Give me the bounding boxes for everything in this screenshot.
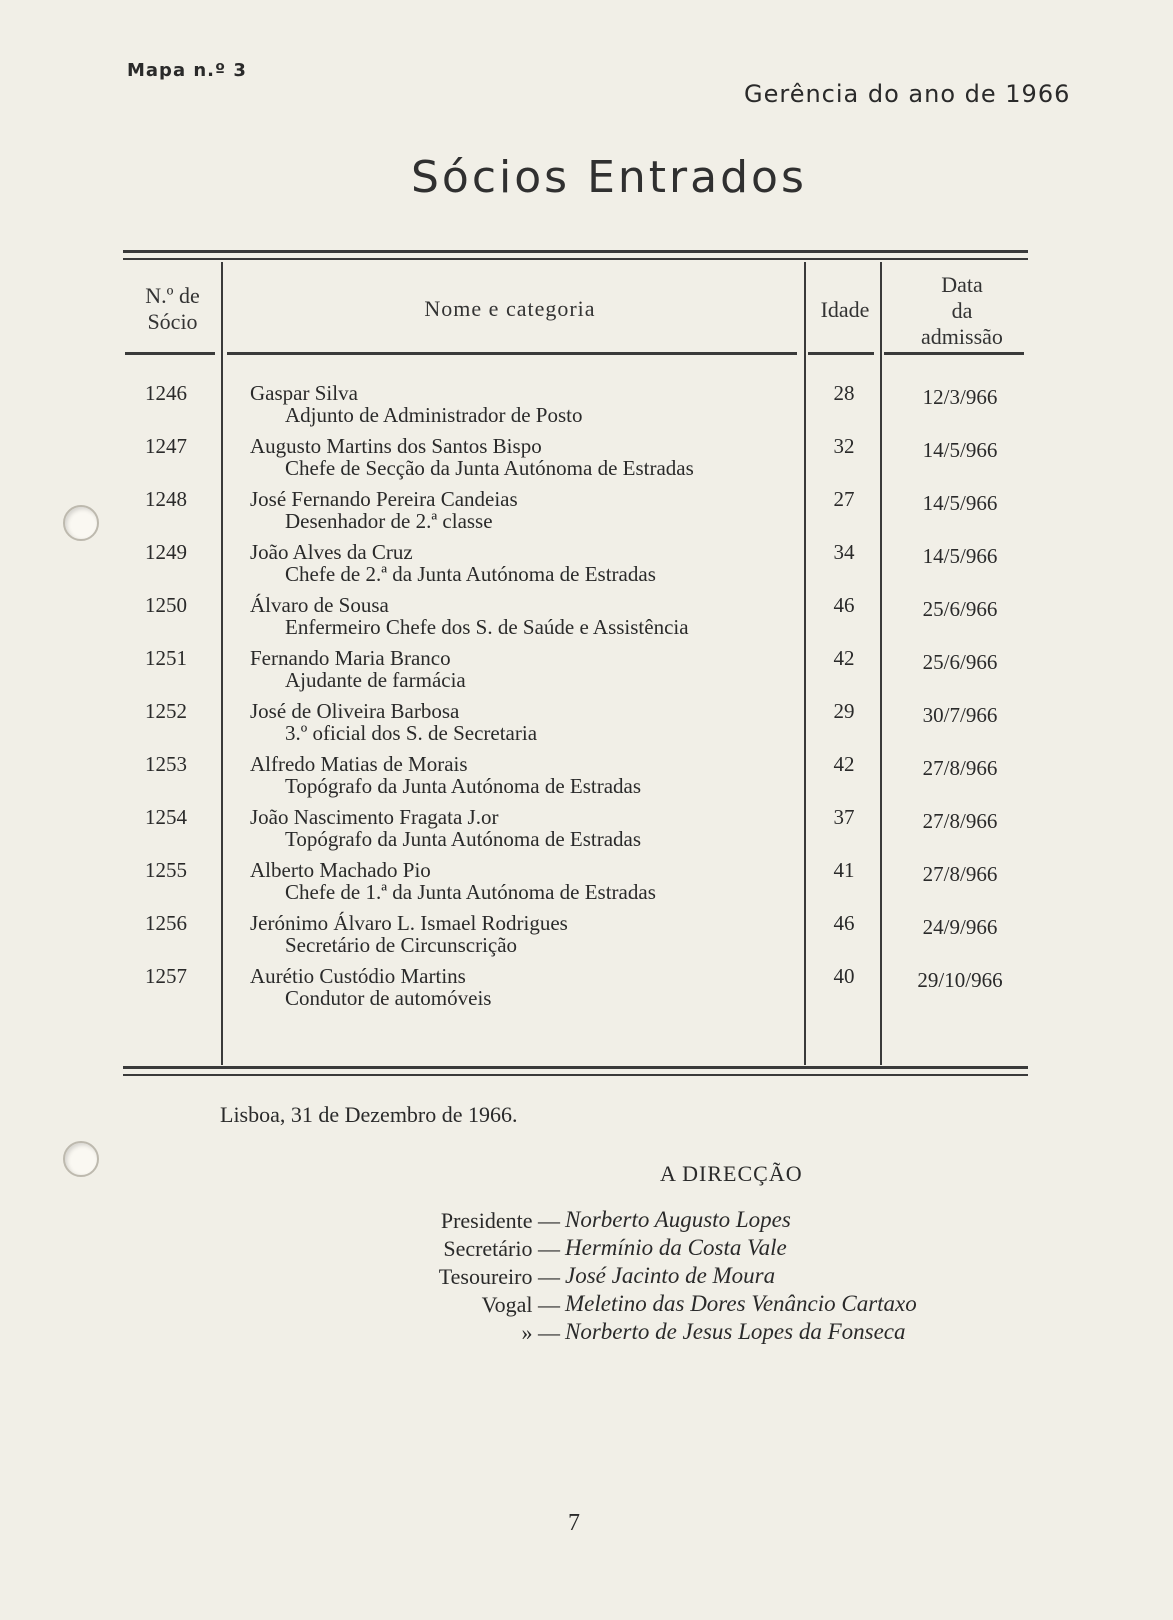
table-top-rule <box>123 250 1028 260</box>
row-data: 12/3/966 <box>922 385 998 409</box>
row-nome: José de Oliveira Barbosa <box>250 699 460 723</box>
column-header-numero: N.º de Sócio <box>145 283 200 334</box>
row-categoria: Topógrafo da Junta Autónoma de Estradas <box>285 827 642 851</box>
row-categoria: 3.º oficial dos S. de Secretaria <box>285 721 538 745</box>
member-role: Vogal — <box>481 1292 560 1317</box>
row-idade: 41 <box>833 858 855 882</box>
row-categoria: Chefe de Secção da Junta Autónoma de Estradas <box>285 456 694 480</box>
column-divider-3 <box>880 262 882 1065</box>
row-nome: Fernando Maria Branco <box>250 646 451 670</box>
row-idade: 46 <box>833 911 855 935</box>
row-numero: 1247 <box>145 434 187 458</box>
row-numero: 1257 <box>145 964 187 988</box>
place-date: Lisboa, 31 de Dezembro de 1966. <box>220 1102 518 1127</box>
column-header-nome: Nome e categoria <box>424 296 596 321</box>
member-role: Secretário — <box>443 1236 560 1261</box>
row-idade: 28 <box>833 381 855 405</box>
map-label: Mapa n.º 3 <box>127 60 247 81</box>
row-data: 25/6/966 <box>922 650 998 674</box>
row-idade: 40 <box>833 964 855 988</box>
row-idade: 29 <box>833 699 855 723</box>
header-rule-idade <box>808 352 874 355</box>
row-categoria: Adjunto de Administrador de Posto <box>285 403 583 427</box>
row-categoria: Chefe de 1.ª da Junta Autónoma de Estradas <box>285 880 656 904</box>
binder-hole-bottom <box>63 1141 99 1177</box>
member-name: Hermínio da Costa Vale <box>565 1235 787 1260</box>
row-idade: 42 <box>833 646 855 670</box>
row-numero: 1252 <box>145 699 187 723</box>
header-rule-data <box>884 352 1024 355</box>
row-data: 14/5/966 <box>922 491 998 515</box>
member-name: Meletino das Dores Venâncio Cartaxo <box>565 1291 917 1316</box>
row-data: 14/5/966 <box>922 438 998 462</box>
column-header-data: Data da admissão <box>921 272 1003 349</box>
row-nome: Augusto Martins dos Santos Bispo <box>250 434 542 458</box>
row-nome: José Fernando Pereira Candeias <box>250 487 518 511</box>
row-categoria: Condutor de automóveis <box>285 986 492 1010</box>
management-year: Gerência do ano de 1966 <box>744 80 1071 108</box>
member-role: » — <box>521 1320 560 1345</box>
row-nome: Alberto Machado Pio <box>250 858 431 882</box>
row-nome: Aurétio Custódio Martins <box>250 964 466 988</box>
column-header-idade: Idade <box>820 297 870 322</box>
row-nome: João Alves da Cruz <box>250 540 413 564</box>
member-role: Tesoureiro — <box>438 1264 560 1289</box>
row-data: 27/8/966 <box>922 756 998 780</box>
row-nome: João Nascimento Fragata J.or <box>250 805 499 829</box>
binder-hole-top <box>63 505 99 541</box>
row-numero: 1251 <box>145 646 187 670</box>
row-numero: 1248 <box>145 487 187 511</box>
row-numero: 1246 <box>145 381 187 405</box>
member-name: Norberto de Jesus Lopes da Fonseca <box>565 1319 906 1344</box>
row-numero: 1253 <box>145 752 187 776</box>
row-numero: 1255 <box>145 858 187 882</box>
row-data: 27/8/966 <box>922 862 998 886</box>
row-numero: 1256 <box>145 911 187 935</box>
page-number: 7 <box>568 1510 580 1536</box>
column-divider-2 <box>804 262 806 1065</box>
row-categoria: Enfermeiro Chefe dos S. de Saúde e Assistência <box>285 615 689 639</box>
column-divider-1 <box>221 262 223 1065</box>
member-name: José Jacinto de Moura <box>565 1263 776 1288</box>
row-categoria: Desenhador de 2.ª classe <box>285 509 493 533</box>
row-nome: Álvaro de Sousa <box>250 593 389 617</box>
header-rule-numero <box>125 352 215 355</box>
row-categoria: Ajudante de farmácia <box>285 668 466 692</box>
header-rule-nome <box>227 352 797 355</box>
row-nome: Jerónimo Álvaro L. Ismael Rodrigues <box>250 911 568 935</box>
row-data: 29/10/966 <box>917 968 1003 992</box>
page-title: Sócios Entrados <box>411 152 807 203</box>
table-bottom-rule <box>123 1066 1028 1076</box>
member-name: Norberto Augusto Lopes <box>565 1207 791 1232</box>
row-numero: 1249 <box>145 540 187 564</box>
row-numero: 1250 <box>145 593 187 617</box>
member-role: Presidente — <box>440 1208 560 1233</box>
row-categoria: Chefe de 2.ª da Junta Autónoma de Estradas <box>285 562 656 586</box>
row-idade: 27 <box>833 487 855 511</box>
row-idade: 42 <box>833 752 855 776</box>
row-data: 25/6/966 <box>922 597 998 621</box>
row-data: 27/8/966 <box>922 809 998 833</box>
direction-title: A DIRECÇÃO <box>660 1161 803 1186</box>
row-nome: Gaspar Silva <box>250 381 358 405</box>
row-data: 14/5/966 <box>922 544 998 568</box>
row-numero: 1254 <box>145 805 187 829</box>
row-idade: 34 <box>833 540 855 564</box>
row-idade: 37 <box>833 805 855 829</box>
row-idade: 46 <box>833 593 855 617</box>
row-idade: 32 <box>833 434 855 458</box>
row-categoria: Secretário de Circunscrição <box>285 933 518 957</box>
row-categoria: Topógrafo da Junta Autónoma de Estradas <box>285 774 642 798</box>
row-data: 30/7/966 <box>922 703 998 727</box>
row-nome: Alfredo Matias de Morais <box>250 752 468 776</box>
row-data: 24/9/966 <box>922 915 998 939</box>
